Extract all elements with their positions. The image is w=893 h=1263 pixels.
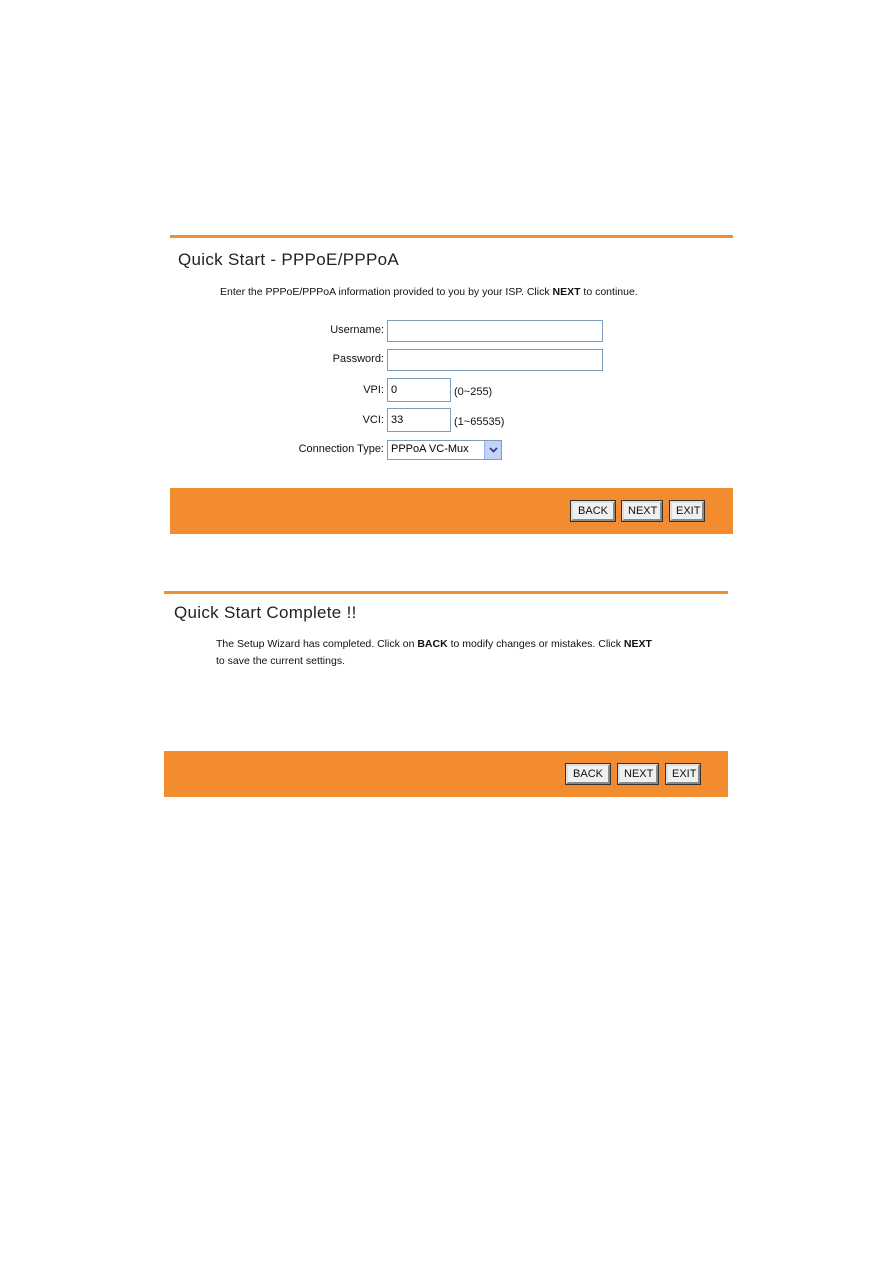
pppoe-intro-end: to continue. (580, 286, 638, 298)
complete-exit-button[interactable]: EXIT (666, 764, 700, 784)
password-input[interactable] (387, 349, 603, 371)
complete-next-button[interactable]: NEXT (618, 764, 658, 784)
complete-desc-back: BACK (417, 638, 448, 650)
chevron-down-icon[interactable] (484, 441, 501, 459)
next-button[interactable]: NEXT (622, 501, 662, 521)
complete-desc-text: The Setup Wizard has completed. Click on (216, 638, 418, 650)
vpi-input[interactable] (387, 378, 451, 402)
vci-range-hint: (1~65535) (454, 416, 505, 428)
vpi-label: VPI: (363, 384, 384, 396)
back-button[interactable]: BACK (571, 501, 615, 521)
pppoe-intro-next: NEXT (552, 286, 581, 298)
exit-button[interactable]: EXIT (670, 501, 704, 521)
complete-rule (164, 591, 728, 594)
password-label: Password: (332, 353, 384, 365)
connection-type-select[interactable] (387, 440, 502, 460)
complete-desc-next: NEXT (623, 638, 652, 650)
complete-desc-mid: to modify changes or mistakes. Click (447, 638, 624, 650)
connection-type-label: Connection Type: (298, 443, 384, 455)
username-label: Username: (330, 324, 384, 336)
complete-desc-line2: to save the current settings. (216, 655, 345, 667)
pppoe-intro (220, 286, 638, 298)
pppoe-title: Quick Start - PPPoE/PPPoA (178, 250, 400, 269)
complete-title: Quick Start Complete !! (174, 603, 357, 622)
vpi-range-hint: (0~255) (454, 386, 493, 398)
top-rule (170, 235, 733, 238)
pppoe-button-bar (170, 488, 733, 534)
username-input[interactable] (387, 320, 603, 342)
complete-description (216, 636, 721, 670)
vci-input[interactable] (387, 408, 451, 432)
complete-button-bar (164, 751, 728, 797)
pppoe-intro-text: Enter the PPPoE/PPPoA information provided to you by your ISP. Click (220, 286, 553, 298)
complete-back-button[interactable]: BACK (566, 764, 610, 784)
connection-type-value: PPPoA VC-Mux (391, 443, 469, 455)
vci-label: VCI: (362, 414, 384, 426)
